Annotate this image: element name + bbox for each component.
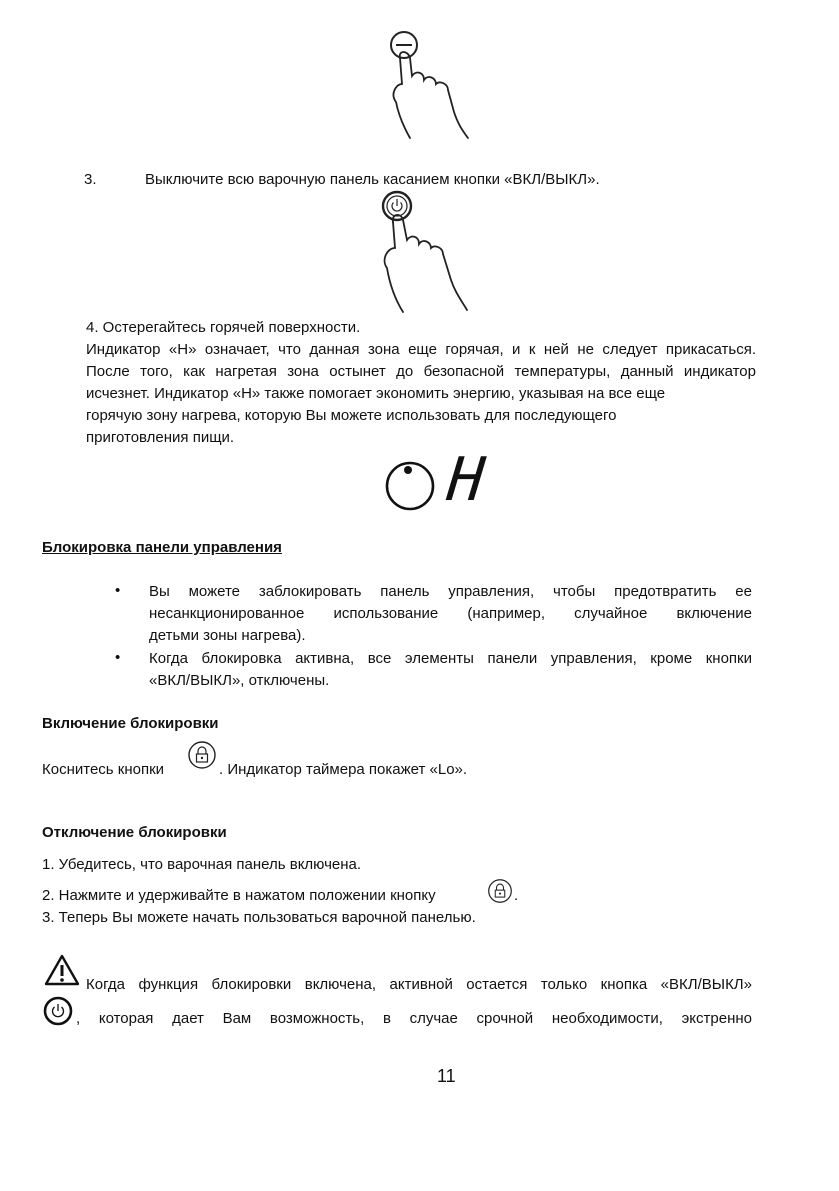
step3-text: Выключите всю варочную панель касанием кнопки «ВКЛ/ВЫКЛ». xyxy=(145,171,600,188)
disable-lock-step3: 3. Теперь Вы можете начать пользоваться варочной панелью. xyxy=(42,909,476,926)
lock-icon xyxy=(487,878,513,904)
step4-line: исчезнет. Индикатор «H» также помогает экономить энергию, указывая на все еще xyxy=(86,385,666,402)
page-number: 11 xyxy=(437,1066,456,1086)
warning-line1: Когда функция блокировки включена, активной остается только кнопка «ВКЛ/ВЫКЛ» xyxy=(86,976,752,993)
bullet-line: Когда блокировка активна, все элементы панели управления, кроме кнопки xyxy=(149,650,752,667)
hand-pressing-power-icon xyxy=(375,188,480,316)
bullet-line: «ВКЛ/ВЫКЛ», отключены. xyxy=(149,672,330,689)
power-icon xyxy=(43,996,73,1026)
enable-lock-title: Включение блокировки xyxy=(42,715,219,732)
lock-section-title: Блокировка панели управления xyxy=(42,539,282,556)
lock-icon xyxy=(187,740,217,770)
warning-line2: , которая дает Вам возможность, в случае срочной необходимости, экстренно xyxy=(76,1010,752,1027)
disable-lock-step2-end: . xyxy=(514,887,519,904)
enable-lock-text-after: . Индикатор таймера покажет «Lo». xyxy=(219,761,468,778)
step4-line: 4. Остерегайтесь горячей поверхности. xyxy=(86,319,361,336)
bullet-line: несанкционированное использование (например, случайное включение xyxy=(149,605,752,622)
hot-indicator-letter: H xyxy=(444,445,488,515)
bullet-marker: • xyxy=(115,582,121,599)
disable-lock-title: Отключение блокировки xyxy=(42,824,227,841)
step4-line: Индикатор «H» означает, что данная зона еще горячая, и к ней не следует прикасаться. xyxy=(86,341,756,358)
disable-lock-step2: 2. Нажмите и удерживайте в нажатом положении кнопку xyxy=(42,887,436,904)
bullet-line: Вы можете заблокировать панель управления, чтобы предотвратить ее xyxy=(149,583,752,600)
bullet-line: детьми зоны нагрева). xyxy=(149,627,306,644)
step4-line: После того, как нагретая зона остынет до безопасной температуры, данный индикатор xyxy=(86,363,756,380)
step4-line: горячую зону нагрева, которую Вы можете использовать для последующего xyxy=(86,407,617,424)
bullet-marker: • xyxy=(115,649,121,666)
step4-line: приготовления пищи. xyxy=(86,429,235,446)
enable-lock-text-before: Коснитесь кнопки xyxy=(42,761,165,778)
warning-triangle-icon xyxy=(44,954,80,986)
disable-lock-step1: 1. Убедитесь, что варочная панель включена. xyxy=(42,856,362,873)
hand-pressing-minus-icon xyxy=(380,28,480,140)
step3-number: 3. xyxy=(84,171,97,188)
